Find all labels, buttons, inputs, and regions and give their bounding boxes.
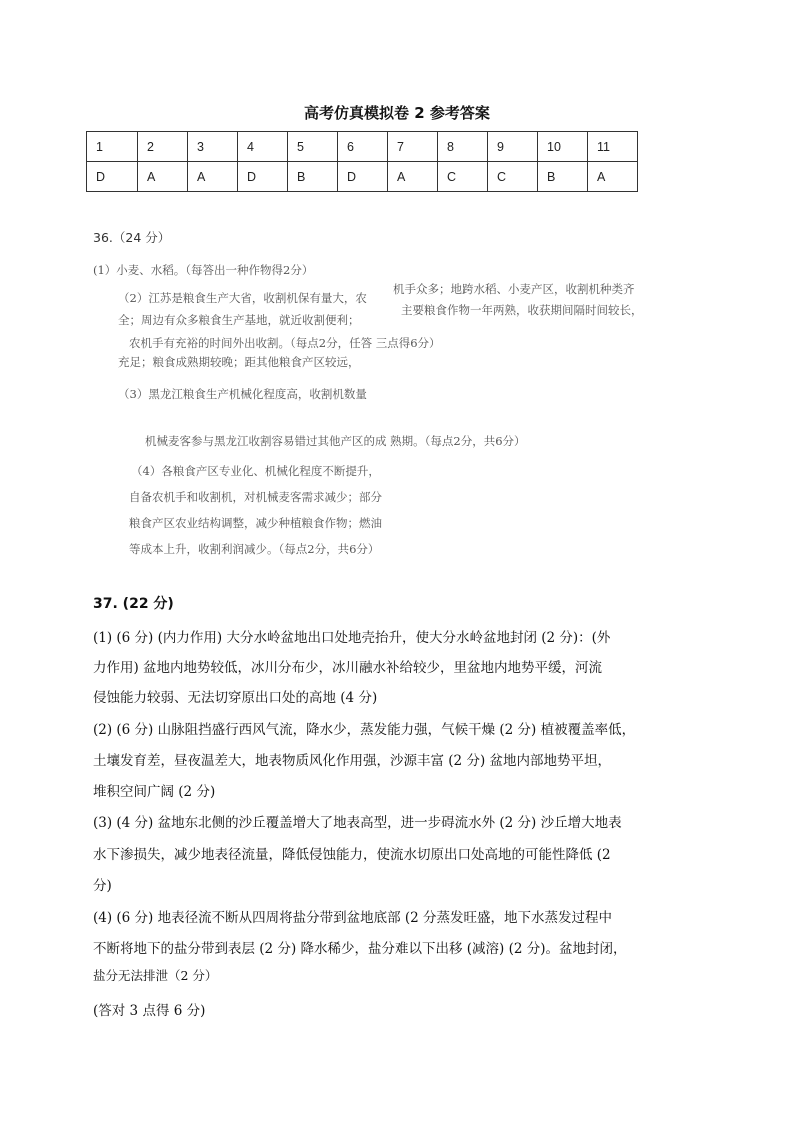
q36-line: 等成本上升，收割利润减少。（每点2分，共6分） [129, 542, 380, 556]
q36-line: (1）小麦、水稻。（每答出一种作物得2分） [93, 263, 314, 277]
table-cell: A [388, 162, 438, 192]
q37-heading: 37. (22 分) [93, 596, 174, 612]
q37-line: 侵蚀能力较弱、无法切穿原出口处的高地 (4 分) [93, 690, 378, 706]
q36-line: 全；周边有众多粮食生产基地，就近收割便利； [118, 313, 360, 327]
answer-row [87, 162, 638, 192]
table-cell: 8 [438, 132, 488, 162]
q36-line: （3）黑龙江粮食生产机械化程度高，收割机数量 [118, 387, 367, 401]
q37-line: (答对 3 点得 6 分) [93, 1003, 206, 1019]
q36-line: 粮食产区农业结构调整，减少种植粮食作物；燃油 [129, 516, 382, 530]
table-cell: D [338, 162, 388, 192]
table-cell: 10 [538, 132, 588, 162]
table-cell: 2 [138, 132, 188, 162]
q37-line: (4) (6 分) 地表径流不断从四周将盐分带到盆地底部 (2 分蒸发旺盛，地下水蒸发过程中 [93, 910, 613, 926]
table-cell: A [138, 162, 188, 192]
page-title: 高考仿真模拟卷 2 参考答案 [304, 104, 490, 122]
table-cell: 4 [238, 132, 288, 162]
table-cell: D [238, 162, 288, 192]
table-cell: 5 [288, 132, 338, 162]
table-cell: 6 [338, 132, 388, 162]
q37-line: 不断将地下的盐分带到表层 (2 分) 降水稀少，盐分难以下出移 (减溶) (2 分)。盆地封闭， [93, 941, 627, 957]
q37-line: (1) (6 分) (内力作用) 大分水岭盆地出口处地壳抬升，使大分水岭盆地封闭 (2 分)：(外 [93, 630, 611, 646]
q37-line: (2) (6 分) 山脉阻挡盛行西风气流，降水少，蒸发能力强，气候干燥 (2 分) 植被覆盖率低， [93, 722, 636, 738]
table-cell: 7 [388, 132, 438, 162]
table-cell: B [288, 162, 338, 192]
table-cell: C [438, 162, 488, 192]
q37-line: 水下渗损失，减少地表径流量，降低侵蚀能力，使流水切原出口处高地的可能性降低 (2 [93, 847, 611, 863]
question-number-row [87, 132, 638, 162]
q36-line: 充足；粮食成熟期较晚；距其他粮食产区较远， [118, 355, 360, 369]
q37-line: 土壤发育差，昼夜温差大，地表物质风化作用强，沙源丰富 (2 分) 盆地内部地势平坦， [93, 753, 611, 769]
table-cell: A [588, 162, 638, 192]
table-cell: 3 [188, 132, 238, 162]
q36-line: 机手众多；地跨水稻、小麦产区，收割机种类齐 [393, 282, 635, 296]
q36-line: （4）各粮食产区专业化、机械化程度不断提升， [131, 464, 380, 478]
table-cell: A [188, 162, 238, 192]
q36-line: 自备农机手和收割机，对机械麦客需求减少；部分 [129, 490, 382, 504]
table-cell: B [538, 162, 588, 192]
answer-table [86, 131, 638, 192]
table-cell: 11 [588, 132, 638, 162]
q37-line: 盐分无法排泄（2 分） [93, 968, 218, 983]
q36-line: 农机手有充裕的时间外出收割。（每点2分，任答 三点得6分） [129, 336, 441, 350]
q37-line: 堆积空间广阔 (2 分) [93, 784, 216, 800]
q37-line: 力作用) 盆地内地势较低，冰川分布少，冰川融水补给较少，里盆地内地势平缓，河流 [93, 660, 603, 676]
table-cell: D [87, 162, 138, 192]
q36-line: 机械麦客参与黑龙江收割容易错过其他产区的成 熟期。（每点2分，共6分） [145, 434, 526, 448]
q36-heading: 36.（24 分） [93, 230, 171, 245]
q37-line: 分) [93, 878, 112, 894]
q37-line: (3) (4 分) 盆地东北侧的沙丘覆盖增大了地表高型，进一步碍流水外 (2 分) 沙丘增大地表 [93, 815, 622, 831]
q36-line: （2）江苏是粮食生产大省，收割机保有量大，农 [118, 291, 367, 305]
q36-line: 主要粮食作物一年两熟，收获期间隔时间较长， [401, 303, 643, 317]
table-cell: 1 [87, 132, 138, 162]
table-cell: C [488, 162, 538, 192]
table-cell: 9 [488, 132, 538, 162]
